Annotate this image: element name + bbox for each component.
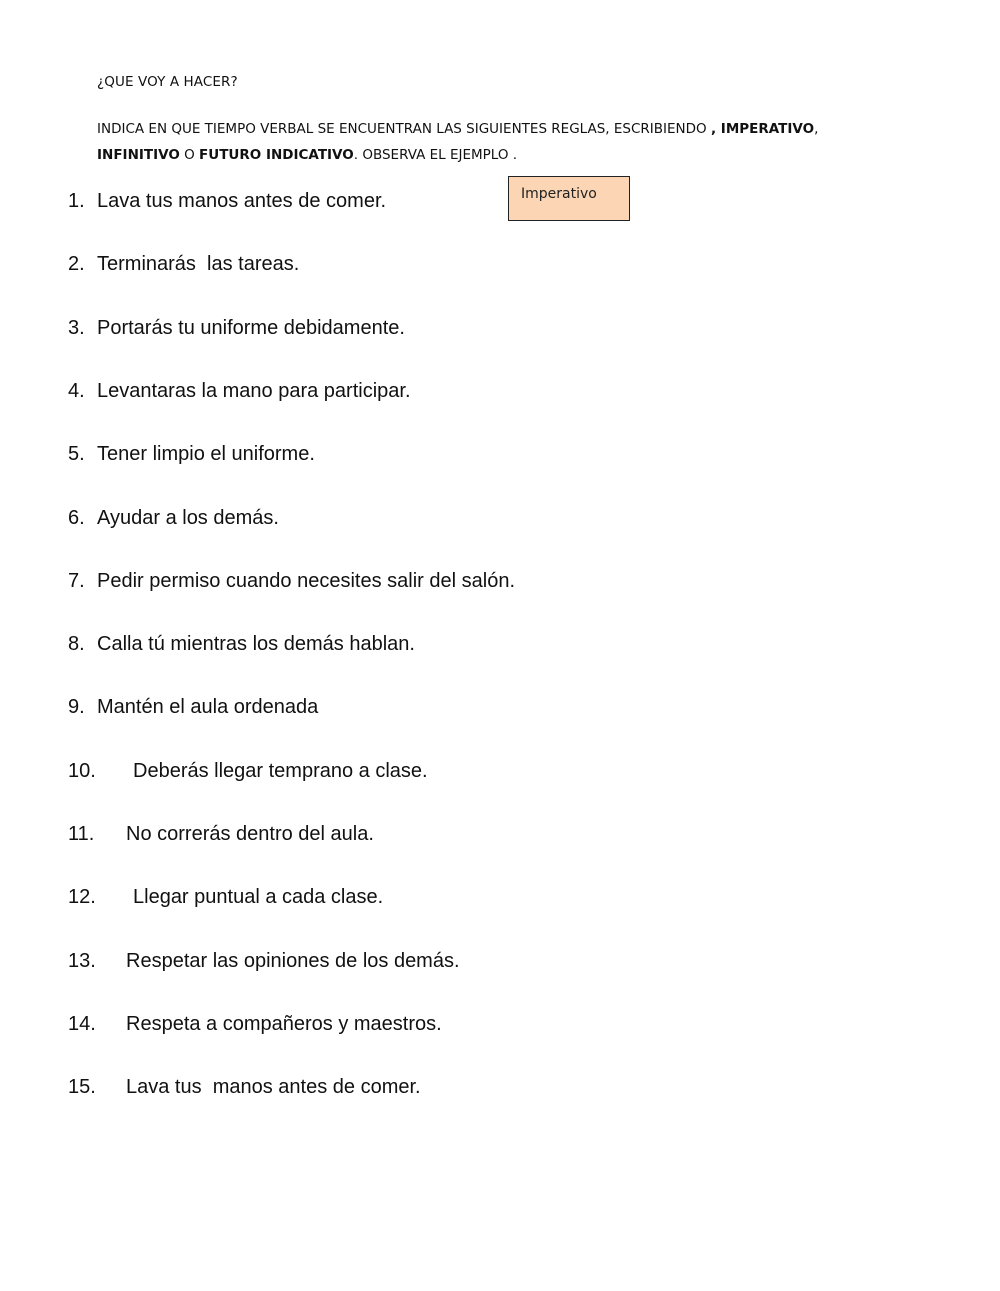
list-item-text: Lava tus manos antes de comer. [97, 190, 387, 212]
list-item-text: Terminarás las tareas. [97, 253, 300, 275]
list-item-number: 3. [68, 317, 85, 339]
list-item-text: Deberás llegar temprano a clase. [133, 760, 428, 782]
example-answer-text: Imperativo [521, 186, 597, 202]
list-item-text: No correrás dentro del aula. [126, 823, 374, 845]
list-item-number: 2. [68, 253, 85, 275]
list-item-number: 15. [68, 1076, 96, 1098]
list-item-text: Pedir permiso cuando necesites salir del salón. [97, 570, 515, 592]
list-item-number: 12. [68, 886, 96, 908]
instructions-part7: . OBSERVA EL EJEMPLO . [353, 147, 518, 163]
list-item-number: 14. [68, 1013, 96, 1035]
list-item-text: Respetar las opiniones de los demás. [126, 950, 460, 972]
worksheet-heading: ¿QUE VOY A HACER? [97, 74, 238, 90]
list-item-text: Llegar puntual a cada clase. [133, 886, 384, 908]
instructions-part5: O [179, 147, 200, 163]
list-item-text: Tener limpio el uniforme. [97, 443, 315, 465]
instructions-part1: INDICA EN QUE TIEMPO VERBAL SE ENCUENTRAN LAS SIGUIENTES REGLAS, ESCRIBIENDO [97, 121, 711, 137]
instructions-futuro-indicativo: FUTURO INDICATIVO [199, 147, 354, 163]
list-item-text: Ayudar a los demás. [97, 507, 279, 529]
example-answer-box [508, 176, 630, 221]
list-item-number: 7. [68, 570, 85, 592]
list-item-number: 5. [68, 443, 85, 465]
list-item-number: 11. [68, 823, 95, 845]
instructions-infinitivo: INFINITIVO [97, 147, 180, 163]
instructions-text [97, 116, 897, 168]
list-item-number: 13. [68, 950, 96, 972]
list-item-number: 4. [68, 380, 85, 402]
list-item-number: 10. [68, 760, 96, 782]
list-item-number: 6. [68, 507, 85, 529]
list-item-number: 1. [68, 190, 85, 212]
list-item-number: 9. [68, 696, 85, 718]
instructions-part3: , [814, 121, 819, 137]
list-item-text: Calla tú mientras los demás hablan. [97, 633, 415, 655]
list-item-text: Mantén el aula ordenada [97, 696, 319, 718]
list-item-text: Lava tus manos antes de comer. [126, 1076, 421, 1098]
list-item-text: Respeta a compañeros y maestros. [126, 1013, 442, 1035]
list-item-number: 8. [68, 633, 85, 655]
list-item-text: Portarás tu uniforme debidamente. [97, 317, 405, 339]
list-item-text: Levantaras la mano para participar. [97, 380, 411, 402]
instructions-imperativo: , IMPERATIVO [710, 121, 815, 137]
